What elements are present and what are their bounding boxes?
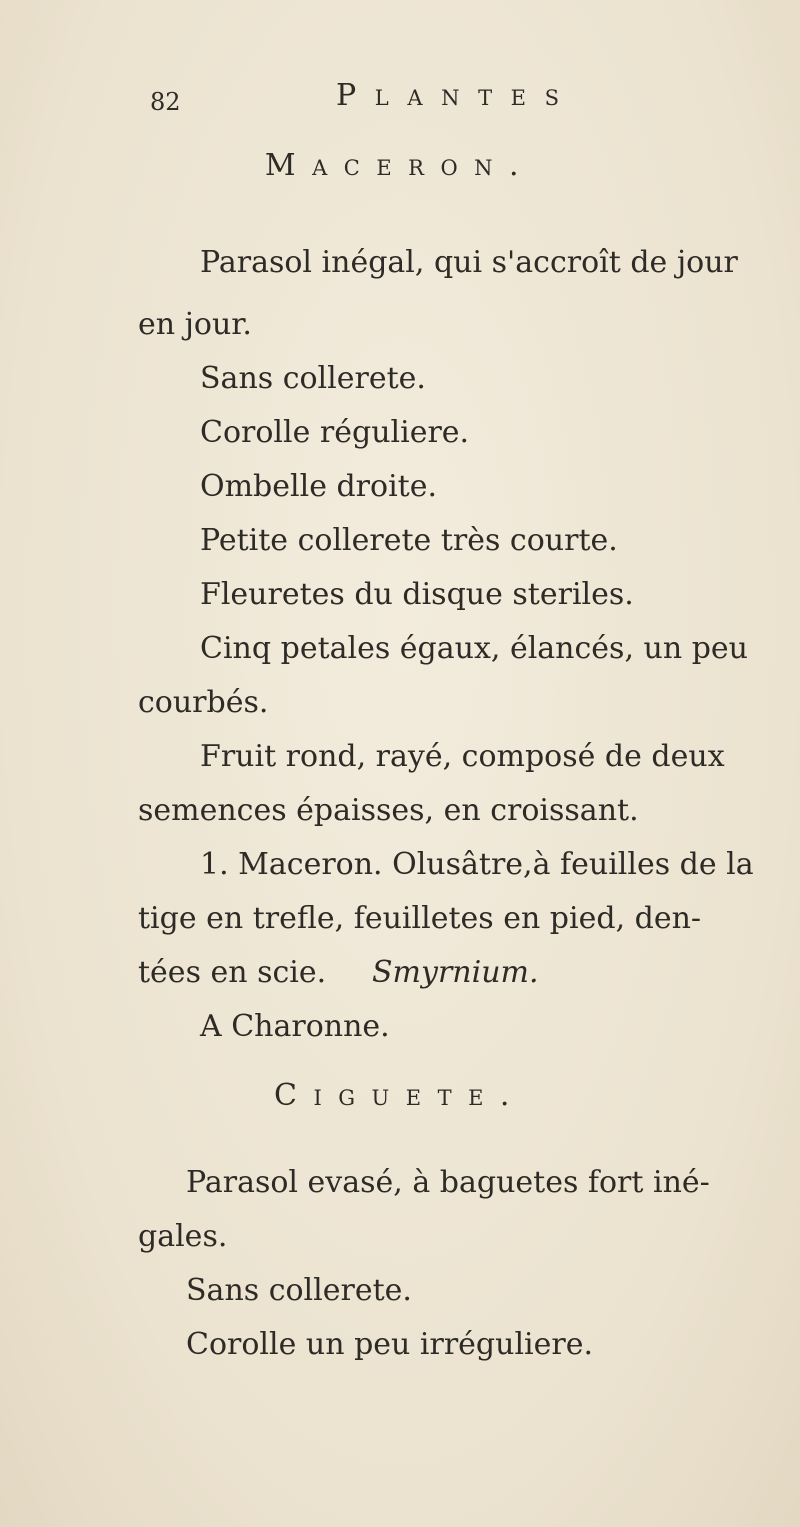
text-line: A Charonne. bbox=[200, 1009, 390, 1044]
latin-name-smyrnium: Smyrnium. bbox=[372, 955, 539, 990]
text-line: Corolle un peu irréguliere. bbox=[186, 1327, 594, 1362]
text-line: tées en scie. bbox=[138, 955, 327, 990]
text-line: Corolle réguliere. bbox=[200, 415, 470, 450]
text-line: en jour. bbox=[138, 307, 252, 342]
page-number: 82 bbox=[150, 88, 181, 116]
text-line: semences épaisses, en croissant. bbox=[138, 793, 639, 828]
text-line: Sans collerete. bbox=[186, 1273, 412, 1308]
text-line: Ombelle droite. bbox=[200, 469, 438, 504]
text-line: Petite collerete très courte. bbox=[200, 523, 618, 558]
running-head bbox=[0, 78, 800, 128]
text-line: Sans collerete. bbox=[200, 361, 426, 396]
text-line: gales. bbox=[138, 1219, 228, 1254]
section-title-ciguete: Ciguete. bbox=[274, 1078, 526, 1113]
text-line: Fleuretes du disque steriles. bbox=[200, 577, 634, 612]
text-line: Cinq petales égaux, élancés, un peu bbox=[200, 631, 748, 666]
text-line: courbés. bbox=[138, 685, 269, 720]
text-line: tige en trefle, feuilletes en pied, den- bbox=[138, 901, 702, 936]
section-title-maceron: Maceron. bbox=[264, 148, 536, 183]
text-line: 1. Maceron. Olusâtre,à feuilles de la bbox=[200, 847, 754, 882]
running-title: Plantes bbox=[336, 78, 578, 113]
text-line: Fruit rond, rayé, composé de deux bbox=[200, 739, 725, 774]
text-line: Parasol inégal, qui s'accroît de jour bbox=[200, 245, 738, 280]
text-line: Parasol evasé, à baguetes fort iné- bbox=[186, 1165, 710, 1200]
